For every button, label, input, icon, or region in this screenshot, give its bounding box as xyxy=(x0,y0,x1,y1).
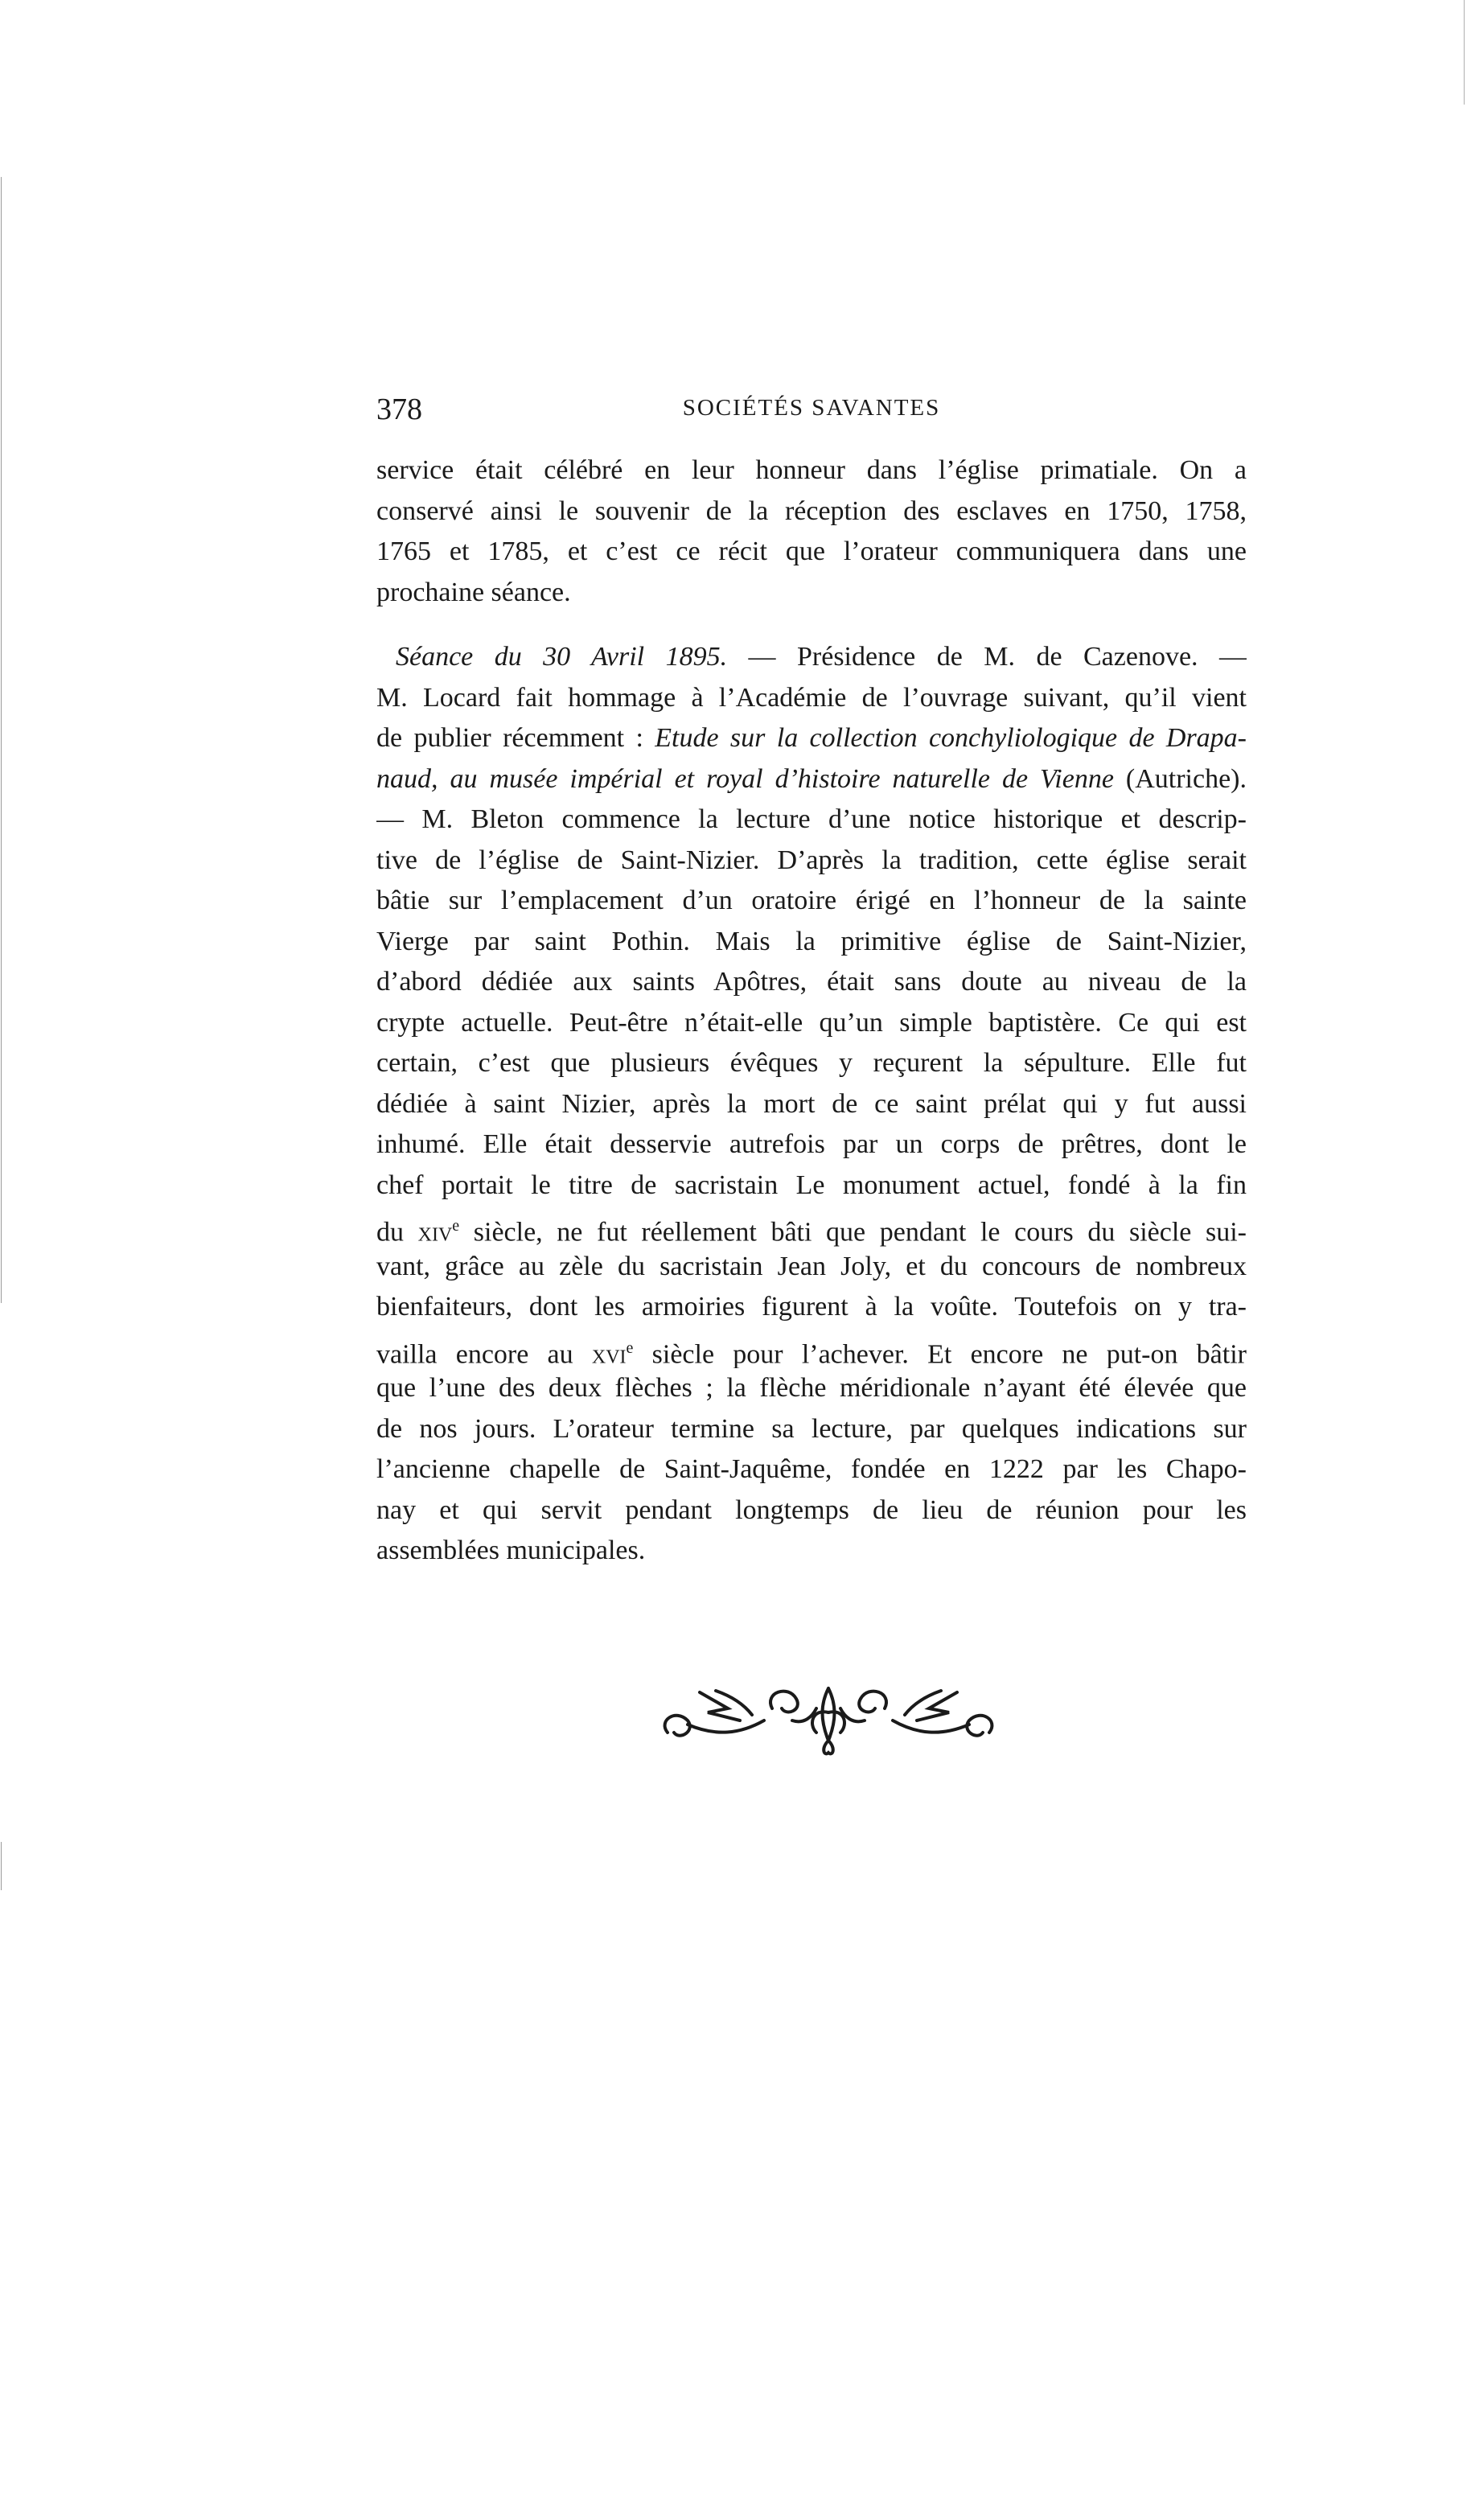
text-line: — M. Bleton commence la lecture d’une notice historique et descrip- xyxy=(376,804,1247,834)
text-line: Vierge par saint Pothin. Mais la primitive église de Saint-Nizier, xyxy=(376,926,1247,956)
text-line xyxy=(376,637,1247,678)
paragraph-2 xyxy=(376,637,1247,1572)
text-line: M. Locard fait hommage à l’Académie de l’ouvrage suivant, qu’il vient xyxy=(376,682,1247,713)
text-line: prochaine séance. xyxy=(376,577,571,607)
text-line: inhumé. Elle était desservie autrefois par un corps de prêtres, dont le xyxy=(376,1129,1247,1159)
text-line: de nos jours. L’orateur termine sa lecture, par quelques indications sur xyxy=(376,1413,1247,1444)
text-line: chef portait le titre de sacristain Le monument actuel, fondé à la fin xyxy=(376,1170,1247,1200)
scan-edge-line xyxy=(1464,0,1465,105)
page-number: 378 xyxy=(376,393,422,426)
scan-margin-line xyxy=(1,1842,2,1890)
text-segment: du xyxy=(376,1217,418,1247)
text-segment: de publier récemment : xyxy=(376,723,655,753)
text-line: certain, c’est que plusieurs évêques y reçurent la sépulture. Elle fut xyxy=(376,1048,1247,1078)
text-line xyxy=(376,1328,1247,1369)
book-title: Etude sur la collection conchyliologique de Drapa- xyxy=(655,723,1247,753)
seance-label: Séance du 30 Avril 1895. xyxy=(396,642,728,672)
presidence-text: — Présidence de M. de Cazenove. — xyxy=(727,642,1247,672)
text-line: 1765 et 1785, et c’est ce récit que l’orateur communiquera dans une xyxy=(376,536,1247,566)
text-line: tive de l’église de Saint-Nizier. D’après la tradition, cette église serait xyxy=(376,845,1247,875)
century-suffix: e xyxy=(626,1338,634,1357)
text-line: d’abord dédiée aux saints Apôtres, était sans doute au niveau de la xyxy=(376,967,1247,997)
text-line xyxy=(376,718,1247,759)
text-line: conservé ainsi le souvenir de la réception des esclaves en 1750, 1758, xyxy=(376,495,1247,526)
text-line: crypte actuelle. Peut-être n’était-elle qu’un simple baptistère. Ce qui est xyxy=(376,1007,1247,1038)
text-segment: vailla encore au xyxy=(376,1338,592,1368)
text-line: nay et qui servit pendant longtemps de lieu de réunion pour les xyxy=(376,1494,1247,1525)
floral-scroll-ornament-icon xyxy=(651,1676,1005,1765)
century-suffix: e xyxy=(452,1217,460,1235)
text-line: assemblées municipales. xyxy=(376,1535,646,1565)
text-line: bâtie sur l’emplacement d’un oratoire érigé en l’honneur de la sainte xyxy=(376,886,1247,915)
book-title: naud, au musée impérial et royal d’histoire naturelle de Vienne xyxy=(376,763,1114,794)
text-line: dédiée à saint Nizier, après la mort de ce saint prélat qui y fut aussi xyxy=(376,1088,1247,1119)
page-header xyxy=(376,392,1247,432)
running-title: SOCIÉTÉS SAVANTES xyxy=(682,395,941,421)
century-numeral: xvi xyxy=(591,1338,627,1368)
text-segment: siècle pour l’achever. Et encore ne put-on bâtir xyxy=(633,1338,1247,1368)
text-line: vant, grâce au zèle du sacristain Jean Joly, et du concours de nombreux xyxy=(376,1251,1247,1281)
text-segment: (Autriche). xyxy=(1113,763,1247,794)
scan-margin-line xyxy=(1,177,2,1303)
text-line: que l’une des deux flèches ; la flèche méridionale n’ayant été élevée que xyxy=(376,1373,1247,1403)
text-line: service était célébré en leur honneur dans l’église primatiale. On a xyxy=(376,455,1247,485)
century-numeral: xiv xyxy=(417,1217,453,1247)
text-line: bienfaiteurs, dont les armoiries figurent à la voûte. Toutefois on y tra- xyxy=(376,1292,1247,1322)
paragraph-1 xyxy=(376,450,1247,613)
text-segment: siècle, ne fut réellement bâti que pendant le cours du siècle sui- xyxy=(459,1217,1247,1247)
text-line xyxy=(376,759,1247,800)
text-line xyxy=(376,1206,1247,1247)
text-line: l’ancienne chapelle de Saint-Jaquême, fondée en 1222 par les Chapo- xyxy=(376,1454,1247,1484)
